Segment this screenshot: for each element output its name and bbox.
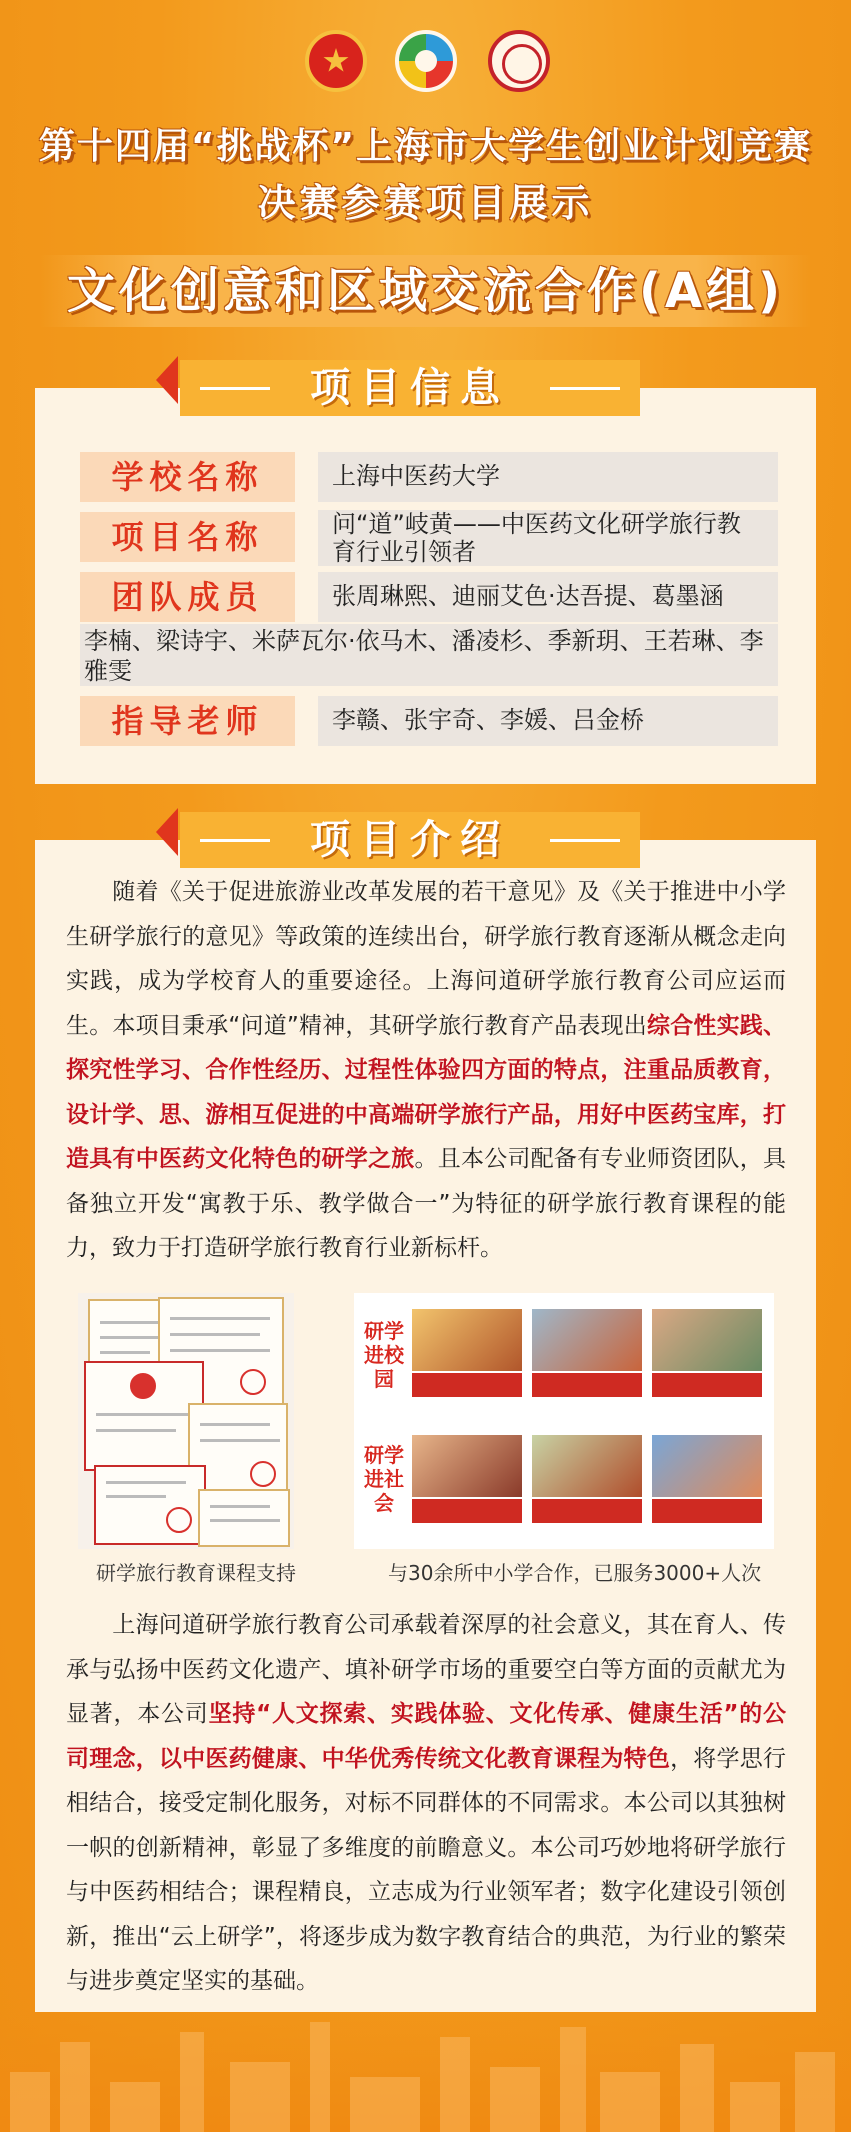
- certificates-image: [78, 1293, 294, 1549]
- youth-league-emblem-icon: [305, 30, 367, 92]
- university-seal-icon: [488, 30, 550, 92]
- para2-highlight: 坚持“人文探索、实践体验、文化传承、健康生活”的公司理念，以中医药健康、中华优秀传统文化教育课程为特色: [66, 1701, 787, 1772]
- project-info-heading: 项目信息: [180, 360, 640, 416]
- para1-text-a: 随着《关于促进旅游业改革发展的若干意见》及《关于推进中小学生研学旅行的意见》等政策的连续出台，研学旅行教育逐渐从概念走向实践，成为学校育人的重要途径。上海问道研学旅行教育公司应运而生。本项目秉承“问道”精神，其研学旅行教育产品表现出: [66, 879, 786, 1039]
- team-label: 团队成员: [80, 572, 295, 622]
- project-intro-heading: 项目介绍: [180, 812, 640, 868]
- activity-photo: [412, 1309, 522, 1371]
- logo-row: [0, 30, 851, 100]
- competition-title: 第十四届“挑战杯”上海市大学生创业计划竞赛: [38, 126, 813, 167]
- team-value-continued: 李楠、梁诗宇、米萨瓦尔·依马木、潘凌杉、季新玥、王若琳、李雅雯: [80, 624, 778, 686]
- mentor-value: 李赣、张宇奇、李媛、吕金桥: [318, 696, 778, 746]
- city-skyline-decoration: [0, 2012, 851, 2132]
- community-tag: 研学进社会: [364, 1443, 404, 1515]
- category-banner: 文化创意和区域交流合作(A组): [40, 255, 811, 327]
- photo-caption-bar: [652, 1373, 762, 1397]
- activity-photo: [412, 1435, 522, 1497]
- certificate: [198, 1489, 290, 1547]
- activity-photo: [652, 1309, 762, 1371]
- school-value: 上海中医药大学: [318, 452, 778, 502]
- intro-paragraph-2: [66, 1603, 786, 2004]
- certificate: [94, 1465, 206, 1545]
- activity-photo: [532, 1309, 642, 1371]
- intro-paragraph-1: [66, 870, 786, 1271]
- para1-text-c: 。且本公司配备有专业师资团队，具备独立开发“寓教于乐、教学做合一”为特征的研学旅行教育课程的能力，致力于打造研学旅行教育行业新标杆。: [66, 1146, 787, 1261]
- photo-caption-bar: [532, 1373, 642, 1397]
- team-value: 张周琳熙、迪丽艾色·达吾提、葛墨涵: [318, 572, 778, 622]
- section-flag-icon: [156, 808, 178, 856]
- activity-photo: [532, 1435, 642, 1497]
- competition-subtitle: 决赛参赛项目展示: [257, 181, 594, 225]
- section-flag-icon: [156, 356, 178, 404]
- project-name-label: 项目名称: [80, 512, 295, 562]
- para2-text-a: 上海问道研学旅行教育公司承载着深厚的社会意义，其在育人、传承与弘扬中医药文化遗产、填补研学市场的重要空白等方面的贡献尤为显著，本公司: [66, 1612, 786, 1727]
- photo-caption-bar: [412, 1499, 522, 1523]
- activity-photo: [652, 1435, 762, 1497]
- certificates-caption: 研学旅行教育课程支持: [96, 1561, 296, 1585]
- challenge-cup-logo-icon: [395, 30, 457, 92]
- photo-caption-bar: [532, 1499, 642, 1523]
- photo-caption-bar: [652, 1499, 762, 1523]
- activities-collage: [354, 1293, 774, 1549]
- school-label: 学校名称: [80, 452, 295, 502]
- para1-highlight: 综合性实践、探究性学习、合作性经历、过程性体验四方面的特点，注重品质教育，设计学、思、游相互促进的中高端研学旅行产品，用好中医药宝库，打造具有中医药文化特色的研学之旅: [66, 1012, 786, 1172]
- activities-caption: 与30余所中小学合作，已服务3000+人次: [388, 1561, 762, 1585]
- project-name-value: 问“道”岐黄——中医药文化研学旅行教育行业引领者: [318, 510, 778, 566]
- campus-tag: 研学进校园: [364, 1319, 404, 1391]
- mentor-label: 指导老师: [80, 696, 295, 746]
- photo-caption-bar: [412, 1373, 522, 1397]
- para2-text-c: ，将学思行相结合，接受定制化服务，对标不同群体的不同需求。本公司以其独树一帜的创新精神，彰显了多维度的前瞻意义。本公司巧妙地将研学旅行与中医药相结合；课程精良，立志成为行业领军者；数字化建设引领创新，推出“云上研学”，将逐步成为数字教育结合的典范，为行业的繁荣与进步奠定坚实的基础。: [66, 1745, 787, 1994]
- certificate: [84, 1361, 204, 1471]
